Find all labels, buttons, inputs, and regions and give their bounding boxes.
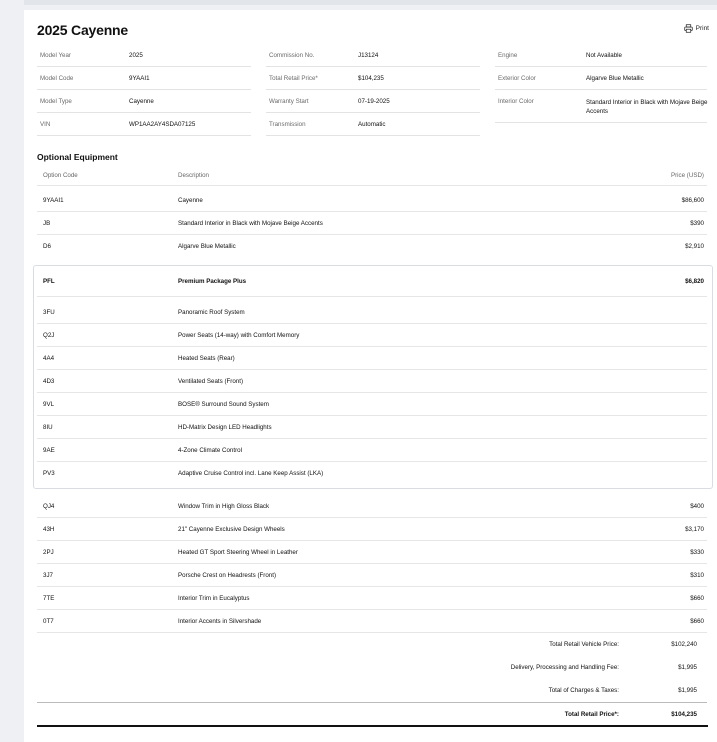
total-label: Total Retail Vehicle Price: [549, 641, 619, 648]
grand-total-label: Total Retail Price*: [564, 711, 619, 718]
option-code: D6 [43, 243, 51, 250]
spec-value: J13124 [358, 51, 379, 59]
spec-value: Standard Interior in Black with Mojave Beige Accents [586, 99, 708, 115]
spec-total-retail-price [266, 67, 480, 90]
spec-value: $104,235 [358, 74, 384, 82]
option-code: 9VL [43, 400, 55, 408]
page-title: 2025 Cayenne [37, 22, 128, 38]
col-header-desc: Description [178, 171, 209, 179]
option-code: PV3 [43, 470, 55, 477]
grand-total-row [37, 703, 707, 726]
table-row [37, 610, 707, 633]
option-code: 2PJ [43, 548, 54, 556]
charges-taxes-row [37, 679, 707, 702]
option-code: JB [43, 219, 51, 227]
option-code: 9YAAI1 [43, 196, 64, 204]
option-code: 4D3 [43, 377, 55, 385]
table-row [37, 189, 707, 212]
spec-label: Engine [498, 51, 518, 59]
option-code: Q2J [43, 331, 55, 339]
spec-label: Model Code [40, 74, 74, 82]
option-code: 43H [43, 525, 55, 533]
option-price: $2,910 [685, 243, 704, 250]
spec-value: Cayenne [129, 97, 154, 105]
option-desc: Algarve Blue Metallic [178, 243, 236, 250]
spec-vin [37, 113, 251, 136]
total-value: $1,995 [678, 664, 697, 671]
grand-total-value: $104,235 [671, 711, 697, 718]
spec-model-type [37, 90, 251, 113]
option-code: 9AE [43, 446, 55, 454]
option-code: 0T7 [43, 617, 54, 625]
table-row [37, 541, 707, 564]
option-desc: Interior Accents in Silvershade [178, 617, 262, 625]
col-header-code: Option Code [43, 171, 78, 179]
spec-label: Commission No. [269, 51, 315, 59]
spec-commission-no [266, 44, 480, 67]
spec-value: 9YAAI1 [129, 74, 150, 82]
option-desc: 4-Zone Climate Control [178, 446, 242, 454]
top-scroll-bar [24, 0, 717, 5]
table-row [37, 235, 707, 258]
printer-icon [684, 24, 693, 33]
option-price: $86,600 [681, 196, 704, 204]
spec-label: Exterior Color [498, 74, 536, 82]
option-desc: Panoramic Roof System [178, 308, 245, 316]
spec-label: Model Type [40, 97, 72, 105]
total-value: $1,995 [678, 687, 697, 694]
spec-interior-color [495, 90, 707, 123]
option-desc: Window Trim in High Gloss Black [178, 502, 270, 510]
option-code: QJ4 [43, 502, 55, 510]
option-desc: Cayenne [178, 196, 203, 204]
total-retail-vehicle-price-row [37, 633, 707, 656]
spec-transmission [266, 113, 480, 136]
package-desc: Premium Package Plus [178, 278, 247, 285]
grand-total-underline [37, 725, 708, 727]
spec-exterior-color [495, 67, 707, 90]
package-item-row [37, 416, 707, 439]
delivery-fee-row [37, 656, 707, 679]
total-label: Delivery, Processing and Handling Fee: [510, 664, 619, 671]
option-price: $330 [690, 548, 704, 556]
option-price: $400 [690, 502, 704, 510]
spec-label: VIN [40, 120, 51, 128]
col-header-price: Price (USD) [670, 171, 704, 179]
spec-model-year [37, 44, 251, 67]
spec-label: Total Retail Price* [269, 74, 318, 82]
option-desc: 21" Cayenne Exclusive Design Wheels [178, 525, 285, 533]
option-desc: HD-Matrix Design LED Headlights [178, 423, 272, 431]
spec-label: Interior Color [498, 98, 534, 105]
option-price: $390 [690, 219, 704, 227]
option-desc: Porsche Crest on Headrests (Front) [178, 571, 277, 579]
spec-value: 07-19-2025 [358, 97, 390, 105]
table-row [37, 212, 707, 235]
table-row [37, 495, 707, 518]
package-item-row [37, 439, 707, 462]
option-desc: Interior Trim in Eucalyptus [178, 594, 250, 602]
option-code: 7TE [43, 594, 55, 602]
option-desc: Ventilated Seats (Front) [178, 377, 244, 385]
package-header-row [37, 267, 707, 297]
option-desc: Power Seats (14-way) with Comfort Memory [178, 331, 300, 339]
table-row [37, 587, 707, 610]
spec-label: Model Year [40, 51, 71, 59]
package-code: PFL [43, 278, 55, 285]
spec-value: WP1AA2AY4SDA07125 [129, 120, 196, 128]
option-desc: Adaptive Cruise Control incl. Lane Keep Assist (LKA) [178, 470, 324, 477]
option-price: $3,170 [685, 525, 704, 533]
total-value: $102,240 [671, 641, 697, 648]
package-item-row [37, 462, 707, 485]
spec-value: Automatic [358, 120, 386, 128]
package-item-row [37, 370, 707, 393]
spec-value: Not Available [586, 51, 623, 59]
spec-label: Transmission [269, 120, 306, 128]
spec-value: 2025 [129, 51, 143, 59]
option-code: 4A4 [43, 354, 55, 362]
option-code: 3J7 [43, 571, 53, 579]
spec-model-code [37, 67, 251, 90]
package-item-row [37, 324, 707, 347]
table-row [37, 518, 707, 541]
optional-equipment-title: Optional Equipment [37, 152, 118, 162]
spec-value: Algarve Blue Metallic [586, 74, 644, 82]
option-price: $660 [690, 594, 704, 602]
option-code: 8IU [43, 423, 53, 431]
total-label: Total of Charges & Taxes: [548, 687, 619, 694]
option-desc: BOSE® Surround Sound System [178, 400, 269, 408]
option-price: $310 [690, 571, 704, 579]
table-row [37, 564, 707, 587]
package-item-row [37, 347, 707, 370]
table-header [37, 165, 707, 186]
print-button[interactable] [684, 24, 709, 33]
spec-engine [495, 44, 707, 67]
option-desc: Heated Seats (Rear) [178, 354, 235, 362]
package-price: $6,820 [685, 278, 704, 285]
option-price: $660 [690, 617, 704, 625]
window-sticker-card [24, 10, 717, 742]
spec-label: Warranty Start [269, 97, 309, 105]
print-label: Print [695, 25, 709, 32]
option-desc: Standard Interior in Black with Mojave Beige Accents [178, 219, 323, 227]
spec-warranty-start [266, 90, 480, 113]
package-item-row [37, 301, 707, 324]
option-desc: Heated GT Sport Steering Wheel in Leather [178, 548, 298, 556]
option-code: 3FU [43, 308, 55, 316]
package-item-row [37, 393, 707, 416]
